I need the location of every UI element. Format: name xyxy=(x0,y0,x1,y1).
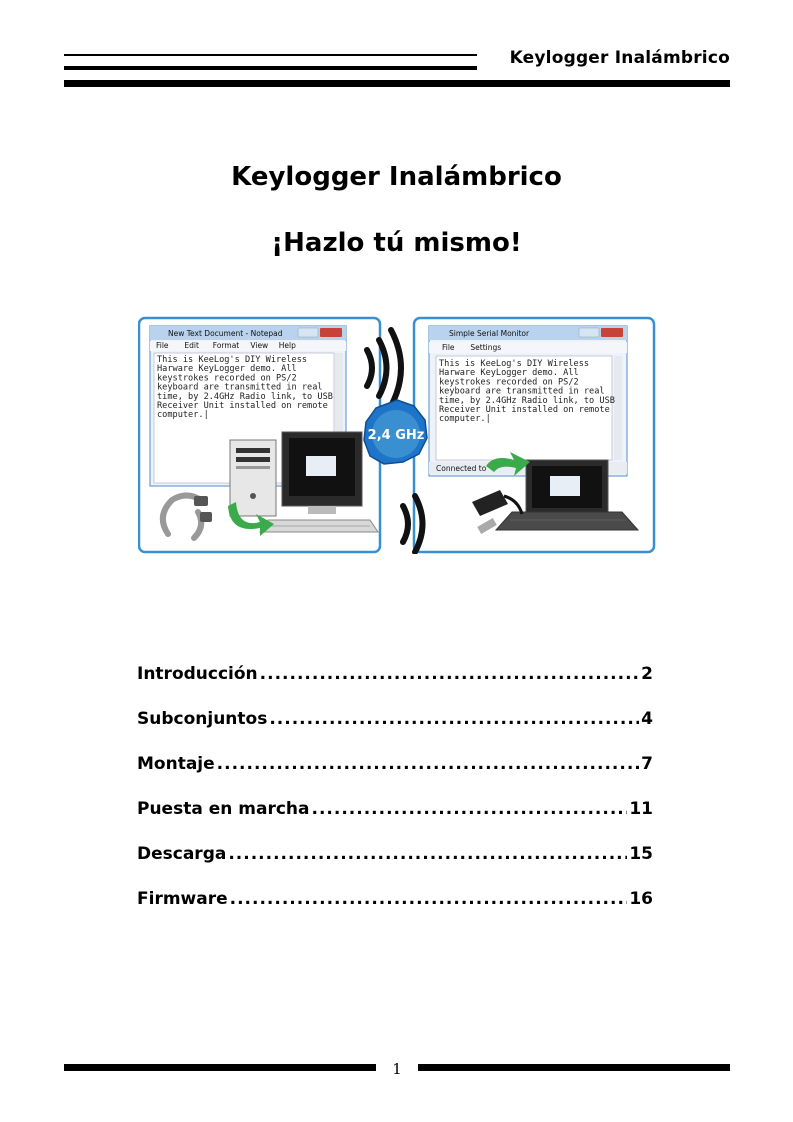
toc-entry[interactable] xyxy=(137,709,653,754)
serial-status-text: Connected to xyxy=(436,464,487,473)
notepad-text-line: keystrokes recorded on PS/2 xyxy=(157,373,297,384)
document-subtitle: ¡Hazlo tú mismo! xyxy=(271,228,522,258)
toc-dot-leader xyxy=(312,799,628,819)
notepad-title: New Text Document - Notepad xyxy=(168,329,283,338)
notepad-menu-item: Edit xyxy=(184,341,199,350)
footer-rule-left xyxy=(64,1064,376,1071)
frequency-label: 2,4 GHz xyxy=(367,428,425,443)
toc-entry[interactable] xyxy=(137,844,653,889)
table-of-contents xyxy=(137,664,653,934)
toc-entry-label: Montaje xyxy=(137,754,215,774)
notepad-menu-item: File xyxy=(156,341,169,350)
serial-monitor-window xyxy=(429,326,627,476)
serial-text-line: This is KeeLog's DIY Wireless xyxy=(439,359,590,369)
notepad-menu-item: View xyxy=(250,341,269,350)
serial-text-line: time, by 2.4GHz Radio link, to USB xyxy=(439,395,615,406)
page-number: 1 xyxy=(392,1060,402,1078)
notepad-text-line: keyboard are transmitted in real xyxy=(157,382,323,393)
serial-menu-item: File xyxy=(442,343,455,352)
keyboard-icon xyxy=(260,520,378,532)
toc-entry[interactable] xyxy=(137,664,653,709)
toc-entry-label: Descarga xyxy=(137,844,227,864)
serial-text-line: keystrokes recorded on PS/2 xyxy=(439,377,579,388)
toc-entry[interactable] xyxy=(137,799,653,844)
header-rule-thick xyxy=(64,80,730,87)
running-header-title: Keylogger Inalámbrico xyxy=(509,48,730,68)
serial-text-line: Harware KeyLogger demo. All xyxy=(439,368,579,379)
toc-entry[interactable] xyxy=(137,889,653,934)
toc-dot-leader xyxy=(230,889,628,909)
serial-menu-item: Settings xyxy=(470,343,502,352)
footer-rule-right xyxy=(418,1064,730,1071)
wireless-keylogger-illustration xyxy=(138,316,656,554)
toc-dot-leader xyxy=(269,709,639,729)
toc-dot-leader xyxy=(217,754,640,774)
toc-dot-leader xyxy=(228,844,627,864)
toc-entry-page: 15 xyxy=(629,844,653,864)
toc-entry-label: Introducción xyxy=(137,664,258,684)
toc-entry-page: 16 xyxy=(629,889,653,909)
notepad-text-line: This is KeeLog's DIY Wireless xyxy=(157,355,308,365)
desktop-tower-icon xyxy=(230,440,276,516)
serial-text-line: keyboard are transmitted in real xyxy=(439,386,605,397)
toc-entry-page: 2 xyxy=(641,664,653,684)
toc-entry-page: 11 xyxy=(629,799,653,819)
toc-entry-label: Puesta en marcha xyxy=(137,799,310,819)
toc-entry-page: 4 xyxy=(641,709,653,729)
notepad-text-line: Harware KeyLogger demo. All xyxy=(157,364,297,375)
toc-entry[interactable] xyxy=(137,754,653,799)
toc-dot-leader xyxy=(260,664,640,684)
toc-entry-label: Firmware xyxy=(137,889,228,909)
notepad-menu-item: Help xyxy=(278,341,296,350)
toc-entry-page: 7 xyxy=(641,754,653,774)
toc-entry-label: Subconjuntos xyxy=(137,709,268,729)
serial-monitor-title: Simple Serial Monitor xyxy=(449,329,530,338)
document-title: Keylogger Inalámbrico xyxy=(231,162,562,192)
crt-monitor-icon xyxy=(282,432,362,514)
notepad-text-line: Receiver Unit installed on remote xyxy=(157,401,328,411)
serial-text-line: computer.| xyxy=(439,414,491,425)
notepad-menu-item: Format xyxy=(212,341,240,350)
notepad-text-line: time, by 2.4GHz Radio link, to USB xyxy=(157,391,333,402)
header-rule-medium xyxy=(64,66,477,70)
header-rule-thin xyxy=(64,54,477,56)
notepad-text-line: computer.| xyxy=(157,410,209,421)
serial-text-line: Receiver Unit installed on remote xyxy=(439,405,610,415)
